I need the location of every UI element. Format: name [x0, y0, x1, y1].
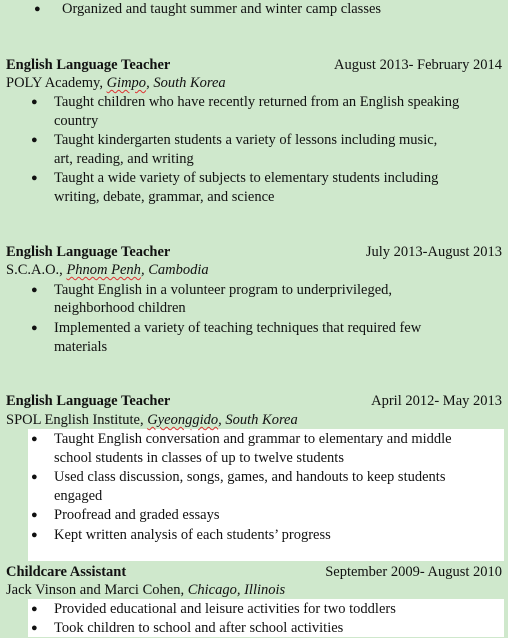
job-dates: August 2013- February 2014: [334, 57, 502, 73]
bullet-icon: ●: [31, 134, 38, 146]
job-title: Childcare Assistant: [6, 564, 127, 580]
bullet-text: Taught English conversation and grammar to elementary and middle: [54, 431, 452, 447]
job-org: [0, 261, 508, 280]
bullet-icon: ●: [31, 322, 38, 334]
location-region: , Cambodia: [140, 262, 209, 278]
bullet-text: Taught English in a volunteer program to underprivileged,: [54, 282, 393, 298]
job-title: English Language Teacher: [6, 57, 171, 73]
job-title: English Language Teacher: [6, 244, 171, 260]
list-item: [0, 169, 508, 188]
list-item: [0, 93, 508, 112]
bullet-text: Proofread and graded essays: [54, 507, 220, 523]
job-dates: September 2009- August 2010: [325, 564, 502, 580]
bullet-icon: ●: [31, 284, 38, 296]
job-org: [0, 581, 508, 600]
list-item: [0, 619, 508, 638]
bullet-icon: ●: [31, 529, 38, 541]
job-dates: July 2013-August 2013: [365, 244, 502, 260]
bullet-text-continued: neighborhood children: [54, 300, 186, 316]
location-city: Gimpo: [106, 75, 147, 91]
job-heading: [0, 392, 508, 411]
bullet-text: Used class discussion, songs, games, and handouts to keep students: [54, 469, 446, 485]
bullet-icon: ●: [31, 96, 38, 108]
bullet-text: Kept written analysis of each students’ progress: [54, 527, 331, 543]
bullet-text-continued: writing, debate, grammar, and science: [54, 189, 275, 205]
bullet-text: Organized and taught summer and winter camp classes: [62, 1, 382, 17]
bullet-text: Took children to school and after school activities: [54, 620, 344, 636]
list-item: [0, 430, 508, 449]
location-city: Phnom Penh: [66, 262, 141, 278]
location-city: Chicago, Illinois: [187, 582, 286, 598]
org-name: Jack Vinson and Marci Cohen,: [6, 582, 188, 598]
bullet-text: Taught kindergarten students a variety of lessons including music,: [54, 132, 438, 148]
location-region: , South Korea: [218, 412, 298, 428]
bullet-icon: ●: [31, 509, 38, 521]
bullet-text: Taught children who have recently returned from an English speaking: [54, 94, 460, 110]
bullet-text-continued: country: [54, 113, 99, 129]
list-item: [0, 468, 508, 487]
job-heading: [0, 243, 508, 262]
job-dates: April 2012- May 2013: [371, 393, 502, 409]
bullet-text-continued: school students in classes of up to twelve students: [54, 450, 344, 466]
bullet-icon: ●: [34, 3, 41, 15]
job-org: [0, 74, 508, 93]
org-name: S.C.A.O.,: [6, 262, 67, 278]
list-item: [0, 0, 508, 19]
bullet-icon: ●: [31, 433, 38, 445]
bullet-icon: ●: [31, 622, 38, 634]
bullet-icon: ●: [31, 172, 38, 184]
job-org: [0, 411, 508, 430]
bullet-text: Provided educational and leisure activities for two toddlers: [54, 601, 396, 617]
bullet-icon: ●: [31, 603, 38, 615]
org-name: SPOL English Institute,: [6, 412, 148, 428]
list-item: [0, 526, 508, 545]
location-region: , South Korea: [146, 75, 226, 91]
bullet-text: Taught a wide variety of subjects to elementary students including: [54, 170, 439, 186]
job-heading: [0, 56, 508, 75]
bullet-icon: ●: [31, 471, 38, 483]
bullet-text-continued: engaged: [54, 488, 103, 504]
bullet-text-continued: materials: [54, 339, 108, 355]
job-title: English Language Teacher: [6, 393, 171, 409]
list-item: [0, 506, 508, 525]
list-item: [0, 281, 508, 300]
org-name: POLY Academy,: [6, 75, 107, 91]
location-city: Gyeonggido: [147, 412, 219, 428]
list-item: [0, 131, 508, 150]
bullet-text-continued: art, reading, and writing: [54, 151, 194, 167]
list-item: [0, 319, 508, 338]
bullet-text: Implemented a variety of teaching techniques that required few: [54, 320, 422, 336]
list-item: [0, 600, 508, 619]
job-heading: [0, 563, 508, 582]
